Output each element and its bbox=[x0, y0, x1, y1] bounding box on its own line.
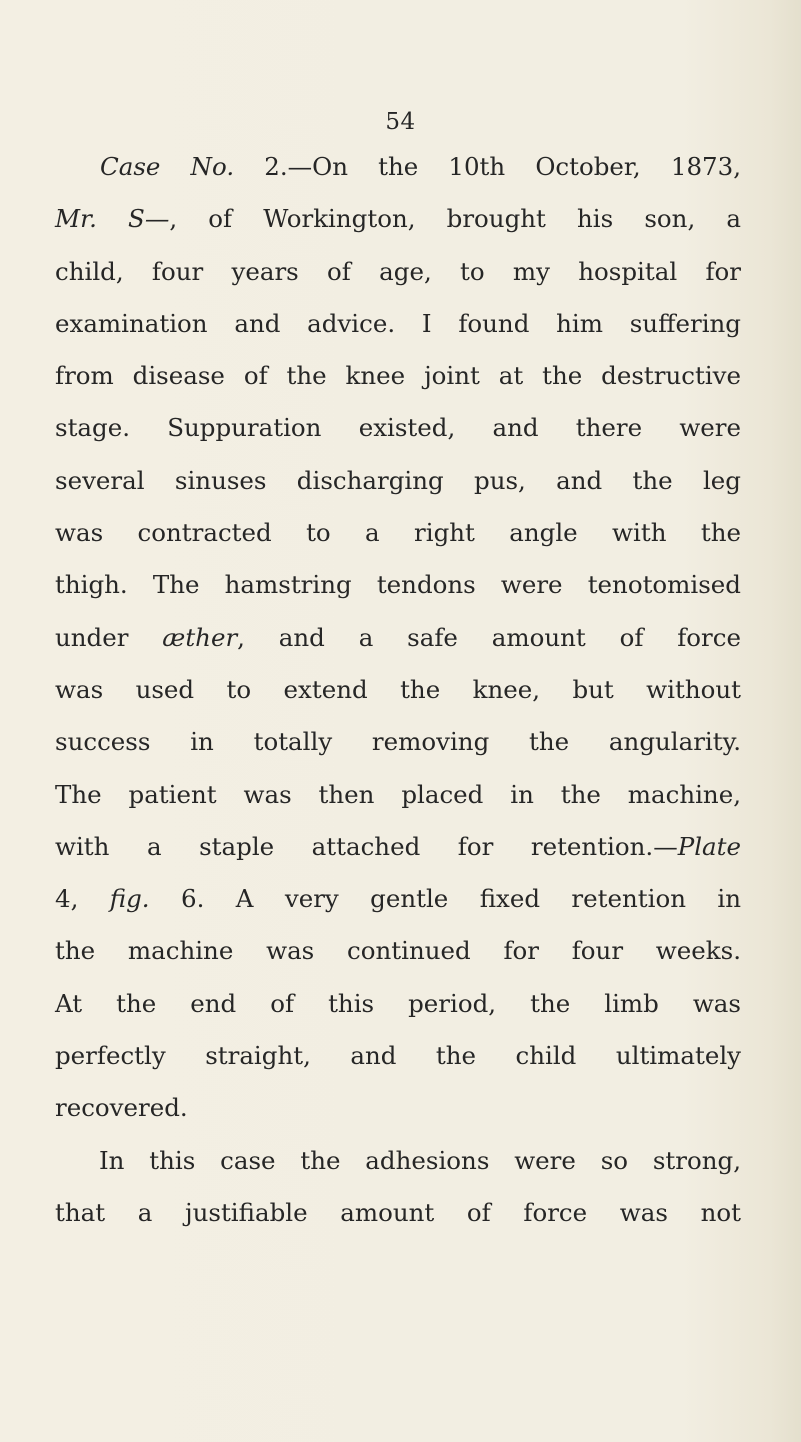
text-line bbox=[55, 978, 741, 1030]
text-run: with a staple attached for retention.— bbox=[55, 831, 678, 861]
text-line bbox=[55, 716, 741, 768]
text-line bbox=[55, 1082, 741, 1134]
text-run: was contracted to a right angle with the bbox=[55, 518, 741, 548]
text-run: 2.—On the 10th October, 1873, bbox=[234, 152, 741, 181]
text-line bbox=[55, 1030, 741, 1082]
text-line bbox=[55, 507, 741, 559]
text-line bbox=[55, 873, 741, 925]
text-run: Mr. S— bbox=[55, 204, 170, 234]
text-run: examination and advice. I found him suffering bbox=[55, 308, 741, 338]
text-line bbox=[55, 1187, 741, 1239]
text-run: stage. Suppuration existed, and there were bbox=[55, 413, 741, 443]
text-line bbox=[55, 350, 741, 402]
text-line bbox=[55, 664, 741, 716]
text-line bbox=[55, 612, 741, 664]
text-run: several sinuses discharging pus, and the leg bbox=[55, 465, 741, 495]
body-text bbox=[55, 141, 741, 1239]
text-run: was used to extend the knee, but without bbox=[55, 674, 741, 704]
text-run: child, four years of age, to my hospital for bbox=[55, 256, 741, 286]
text-line bbox=[55, 769, 741, 821]
text-run: perfectly straight, and the child ultimately bbox=[55, 1041, 741, 1071]
text-run: , and a safe amount of force bbox=[237, 622, 741, 652]
text-run: that a justifiable amount of force was not bbox=[55, 1197, 741, 1227]
text-line bbox=[55, 141, 741, 193]
text-run: Case No. bbox=[100, 152, 235, 181]
text-run: recovered. bbox=[55, 1093, 188, 1123]
text-run: æther bbox=[162, 622, 238, 652]
text-line bbox=[55, 1135, 741, 1187]
page-number: 54 bbox=[385, 109, 416, 135]
text-line bbox=[55, 402, 741, 454]
text-run: , of Workington, brought his son, a bbox=[169, 204, 741, 234]
text-line bbox=[55, 559, 741, 611]
text-run: from disease of the knee joint at the destructive bbox=[55, 361, 741, 391]
text-run: At the end of this period, the limb was bbox=[55, 988, 741, 1018]
text-run: The patient was then placed in the machine, bbox=[55, 779, 741, 809]
text-run: In this case the adhesions were so strong, bbox=[99, 1145, 741, 1175]
text-run: 6. A very gentle fixed retention in bbox=[149, 884, 741, 914]
text-line bbox=[55, 298, 741, 350]
text-run: Plate bbox=[677, 831, 741, 861]
text-run: thigh. The hamstring tendons were tenotomised bbox=[55, 570, 741, 600]
text-line bbox=[55, 193, 741, 245]
text-run: 4, bbox=[55, 884, 110, 914]
text-run: the machine was continued for four weeks. bbox=[55, 936, 741, 966]
text-line bbox=[55, 821, 741, 873]
text-run: fig. bbox=[109, 884, 150, 914]
text-run: success in totally removing the angularity. bbox=[55, 727, 741, 757]
text-line bbox=[55, 925, 741, 977]
text-line bbox=[55, 246, 741, 298]
text-line bbox=[55, 455, 741, 507]
text-run: under bbox=[55, 622, 163, 652]
